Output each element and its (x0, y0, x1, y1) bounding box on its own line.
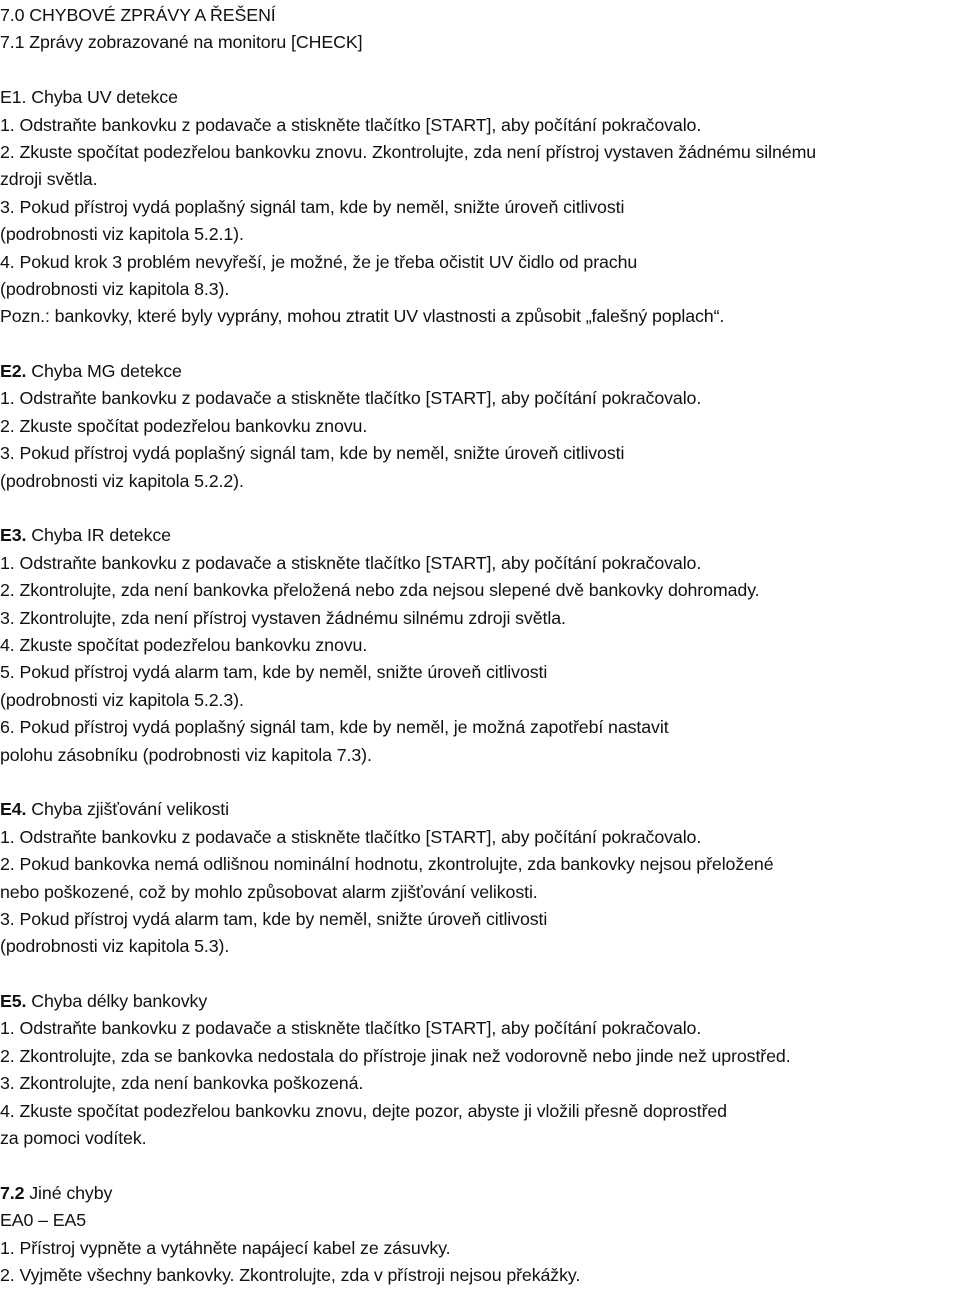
e1-heading: E1. Chyba UV detekce (0, 87, 178, 108)
s72-line: 1. Přístroj vypněte a vytáhněte napájecí kabel ze zásuvky. (0, 1237, 451, 1258)
section-7-2-title: Jiné chyby (24, 1182, 113, 1203)
spacer (0, 769, 960, 796)
e3-title: Chyba IR detekce (26, 525, 171, 546)
e3-code: E3. (0, 525, 27, 546)
e3-line: (podrobnosti viz kapitola 5.2.3). (0, 689, 244, 710)
e1-line: zdroji světla. (0, 169, 98, 190)
spacer (0, 1152, 960, 1179)
e2-line: 1. Odstraňte bankovku z podavače a stiskněte tlačítko [START], aby počítání pokračovalo. (0, 388, 702, 409)
spacer (0, 331, 960, 358)
e5-line: 2. Zkontrolujte, zda se bankovka nedostala do přístroje jinak než vodorovně nebo jinde než uprostřed. (0, 1045, 791, 1066)
e1-note: Pozn.: bankovky, které byly vyprány, mohou ztratit UV vlastnosti a způsobit „falešný poplach“. (0, 306, 725, 327)
e5-heading (0, 988, 960, 1015)
e2-code: E2. (0, 361, 27, 382)
e5-line: 1. Odstraňte bankovku z podavače a stiskněte tlačítko [START], aby počítání pokračovalo. (0, 1018, 702, 1039)
s72-line: 2. Vyjměte všechny bankovky. Zkontrolujte, zda v přístroji nejsou překážky. (0, 1264, 581, 1285)
e4-line: 3. Pokud přístroj vydá alarm tam, kde by neměl, snižte úroveň citlivosti (0, 908, 548, 929)
section-heading-7-2 (0, 1180, 960, 1207)
e3-line: 6. Pokud přístroj vydá poplašný signál tam, kde by neměl, je možná zapotřebí nastavit (0, 717, 669, 738)
e4-line: (podrobnosti viz kapitola 5.3). (0, 936, 230, 957)
e4-heading (0, 796, 960, 823)
e5-title: Chyba délky bankovky (26, 991, 208, 1012)
e1-line: (podrobnosti viz kapitola 8.3). (0, 278, 230, 299)
e4-line: 1. Odstraňte bankovku z podavače a stiskněte tlačítko [START], aby počítání pokračovalo. (0, 826, 702, 847)
error-code-range: EA0 – EA5 (0, 1210, 87, 1231)
e5-code: E5. (0, 991, 27, 1012)
e2-heading (0, 358, 960, 385)
e1-line: 1. Odstraňte bankovku z podavače a stiskněte tlačítko [START], aby počítání pokračovalo. (0, 114, 702, 135)
chapter-heading: 7.0 CHYBOVÉ ZPRÁVY A ŘEŠENÍ (0, 5, 276, 25)
e3-heading (0, 522, 960, 549)
spacer (0, 961, 960, 988)
e2-line: 2. Zkuste spočítat podezřelou bankovku znovu. (0, 415, 368, 436)
section-7-2-number: 7.2 (0, 1182, 25, 1203)
e3-line: polohu zásobníku (podrobnosti viz kapitola 7.3). (0, 744, 372, 765)
e2-line: 3. Pokud přístroj vydá poplašný signál tam, kde by neměl, snižte úroveň citlivosti (0, 443, 625, 464)
spacer (0, 57, 960, 84)
e4-line: 2. Pokud bankovka nemá odlišnou nominální hodnotu, zkontrolujte, zda bankovky nejsou přeložené (0, 854, 774, 875)
e1-line: (podrobnosti viz kapitola 5.2.1). (0, 224, 244, 245)
e3-line: 3. Zkontrolujte, zda není přístroj vystaven žádnému silnému zdroji světla. (0, 607, 566, 628)
section-heading-7-1: 7.1 Zprávy zobrazované na monitoru [CHECK] (0, 32, 363, 53)
e1-line: 3. Pokud přístroj vydá poplašný signál tam, kde by neměl, snižte úroveň citlivosti (0, 196, 625, 217)
spacer (0, 495, 960, 522)
e3-line: 2. Zkontrolujte, zda není bankovka přeložená nebo zda nejsou slepené dvě bankovky dohromady. (0, 580, 760, 601)
e5-line: 4. Zkuste spočítat podezřelou bankovku znovu, dejte pozor, abyste ji vložili přesně doprostřed (0, 1100, 727, 1121)
e2-title: Chyba MG detekce (26, 361, 182, 382)
e4-title: Chyba zjišťování velikosti (26, 799, 230, 820)
e5-line: 3. Zkontrolujte, zda není bankovka poškozená. (0, 1073, 364, 1094)
e3-line: 5. Pokud přístroj vydá alarm tam, kde by neměl, snižte úroveň citlivosti (0, 662, 548, 683)
e3-line: 4. Zkuste spočítat podezřelou bankovku znovu. (0, 634, 368, 655)
e4-code: E4. (0, 799, 27, 820)
e3-line: 1. Odstraňte bankovku z podavače a stiskněte tlačítko [START], aby počítání pokračovalo. (0, 552, 702, 573)
e5-line: za pomoci vodítek. (0, 1128, 147, 1149)
e4-line: nebo poškozené, což by mohlo způsobovat alarm zjišťování velikosti. (0, 881, 538, 902)
e1-line: 2. Zkuste spočítat podezřelou bankovku znovu. Zkontrolujte, zda není přístroj vystaven žádnému silnému (0, 141, 817, 162)
e1-line: 4. Pokud krok 3 problém nevyřeší, je možné, že je třeba očistit UV čidlo od prachu (0, 251, 638, 272)
e2-line: (podrobnosti viz kapitola 5.2.2). (0, 470, 244, 491)
